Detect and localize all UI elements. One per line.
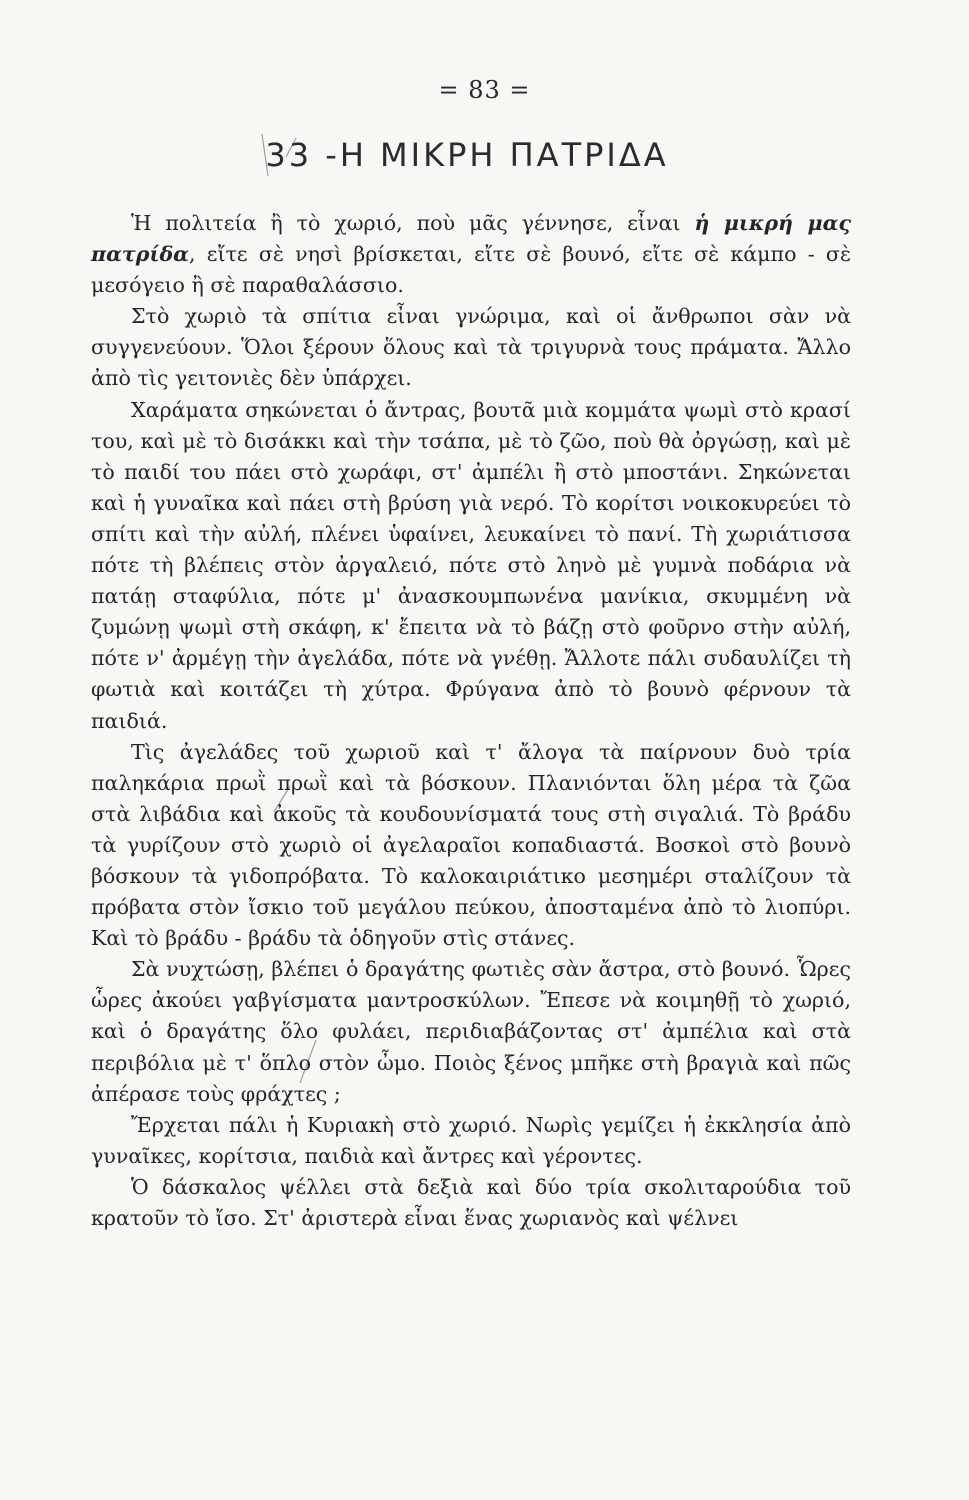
- paragraph-text: , εἴτε σὲ νησὶ βρίσκεται, εἴτε σὲ βουνό, εἴτε σὲ κάμπο - σὲ μεσόγειο ἢ σὲ παραθαλάσσιο.: [91, 242, 851, 298]
- paragraph: Σὰ νυχτώσῃ, βλέπει ὁ δραγάτης φωτιὲς σὰν ἄστρα, στὸ βουνό. Ὧρες ὧρες ἀκούει γαβγίσματα μαντροσκύλων. Ἔπεσε νὰ κοιμηθῇ τὸ χωριό, καὶ ὁ δραγάτης ὅλο φυλάει, περιδιαβάζοντας στ' ἀμπέλια καὶ στὰ περιβόλια μὲ τ' ὅπλο στὸν ὦμο. Ποιὸς ξένος μπῆκε στὴ βραγιὰ καὶ πῶς ἀπέρασε τοὺς φράχτες ;: [91, 957, 851, 1106]
- paragraph: Χαράματα σηκώνεται ὁ ἄντρας, βουτᾶ μιὰ κομμάτα ψωμὶ στὸ κρασί του, καὶ μὲ τὸ δισάκκι καὶ τὴν τσάπα, μὲ τὸ ζῶο, ποὺ θὰ ὀργώσῃ, καὶ μὲ τὸ παιδί του πάει στὸ χωράφι, στ' ἀμπέλι ἢ στὸ μποστάνι. Σηκώνεται καὶ ἡ γυναῖκα καὶ πάει στὴ βρύση γιὰ νερό. Τὸ κορίτσι νοικοκυρεύει τὸ σπίτι καὶ τὴν αὐλή, πλένει ὑφαίνει, λευκαίνει τὸ πανί. Τὴ χωριάτισσα πότε τὴ βλέπεις στὸν ἀργαλειό, πότε στὸ ληνὸ μὲ γυμνὰ ποδάρια νὰ πατάῃ σταφύλια, πότε μ' ἀνασκουμπωνένα μανίκια, σκυμμένη νὰ ζυμώνῃ ψωμὶ στὴ σκάφη, κ' ἔπειτα νὰ τὸ βάζῃ στὸ φοῦρνο στὴν αὐλή, πότε ν' ἀρμέγῃ τὴν ἀγελάδα, πότε νὰ γνέθῃ. Ἄλλοτε πάλι συδαυλίζει τὴ φωτιὰ καὶ κοιτάζει τὴ χύτρα. Φρύγανα ἀπὸ τὸ βουνὸ φέρνουν τὰ παιδιά.: [91, 397, 851, 733]
- paragraph: Ἔρχεται πάλι ἡ Κυριακὴ στὸ χωριό. Νωρὶς γεμίζει ἡ ἐκκλησία ἀπὸ γυναῖκες, κορίτσια, παιδιὰ καὶ ἄντρες καὶ γέροντες.: [91, 1112, 851, 1168]
- article-body: [91, 208, 851, 1234]
- chapter-title: 33 -Η ΜΙΚΡΗ ΠΑΤΡΙΔΑ: [265, 136, 669, 174]
- paragraph: [91, 208, 851, 301]
- paragraph-text: Ἡ πολιτεία ἢ τὸ χωριό, ποὺ μᾶς γέννησε, εἶναι: [131, 211, 695, 235]
- paragraph: Τὶς ἀγελάδες τοῦ χωριοῦ καὶ τ' ἄλογα τὰ παίρνουν δυὸ τρία παληκάρια πρωῒ πρωῒ καὶ τὰ βόσκουν. Πλανιόνται ὅλη μέρα τὰ ζῶα στὰ λιβάδια καὶ ἀκοῦς τὰ κουδουνίσματά τους στὴ σιγαλιά. Τὸ βράδυ τὰ γυρίζουν στὸ χωριὸ οἱ ἀγελαραῖοι κοπαδιαστά. Βοσκοὶ στὸ βουνὸ βόσκουν τὰ γιδοπρόβατα. Τὸ καλοκαιριάτικο μεσημέρι σταλίζουν τὰ πρόβατα στὸν ἴσκιο τοῦ μεγάλου πεύκου, ἀποσταμένα ἀπὸ τὸ λιοπύρι. Καὶ τὸ βράδυ - βράδυ τὰ ὁδηγοῦν στὶς στάνες.: [91, 739, 851, 951]
- emphasized-phrase: ἡ μικρή μας πατρίδα: [91, 211, 851, 267]
- paragraph: Στὸ χωριὸ τὰ σπίτια εἶναι γνώριμα, καὶ οἱ ἄνθρωποι σὰν νὰ συγγενεύουν. Ὅλοι ξέρουν ὅλους καὶ τὰ τριγυρνὰ τους πράματα. Ἄλλο ἀπὸ τὶς γειτονιὲς δὲν ὑπάρχει.: [91, 304, 851, 391]
- paragraph: Ὁ δάσκαλος ψέλλει στὰ δεξιὰ καὶ δύο τρία σκολιταρούδια τοῦ κρατοῦν τὸ ἴσο. Στ' ἀριστερὰ εἶναι ἕνας χωριανὸς καὶ ψέλνει: [91, 1174, 851, 1230]
- page-number: = 83 =: [438, 76, 531, 104]
